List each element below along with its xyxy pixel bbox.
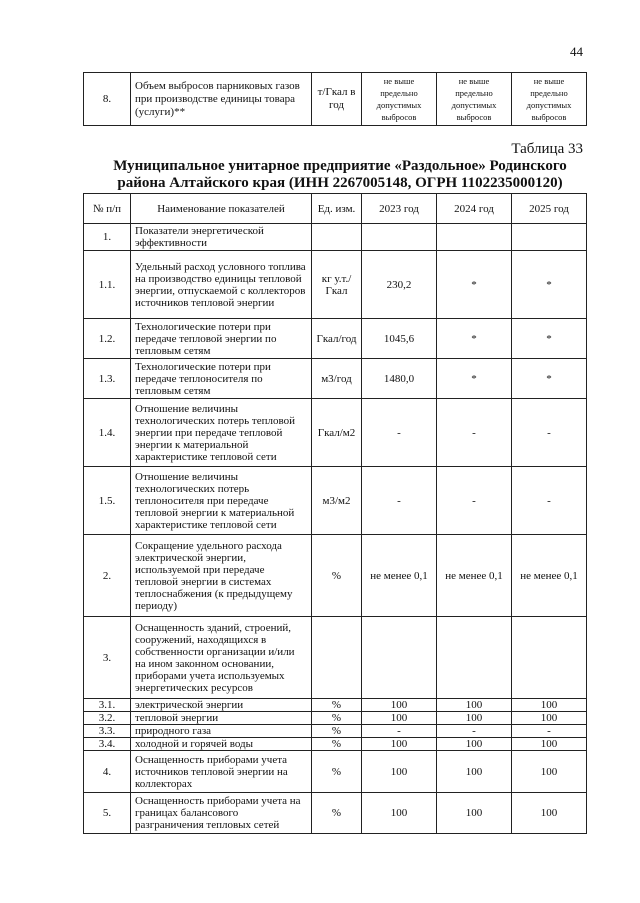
- value-2024: не менее 0,1: [437, 535, 512, 617]
- value-2023: 230,2: [362, 251, 437, 319]
- table-row: [84, 793, 587, 834]
- table-header-row: [84, 194, 587, 224]
- unit-cell: м3/м2: [312, 467, 362, 535]
- value-2025: [512, 617, 587, 699]
- indicator-name: Отношение величины технологических потерь тепловой энергии при передаче тепловой энергии к материальной характеристике тепловой сети: [131, 399, 312, 467]
- unit-cell: т/Гкал в год: [312, 73, 362, 126]
- indicator-name: Удельный расход условного топлива на производство единицы тепловой энергии, отпускаемой с коллекторов источников тепловой энергии: [131, 251, 312, 319]
- value-2025: 100: [512, 793, 587, 834]
- value-2023: 100: [362, 793, 437, 834]
- value-2023: -: [362, 467, 437, 535]
- table-row: [84, 399, 587, 467]
- value-2024: -: [437, 467, 512, 535]
- page-number: 44: [570, 44, 583, 59]
- indicator-name: электрической энергии: [131, 699, 312, 712]
- value-2025: *: [512, 319, 587, 359]
- table-caption: Таблица 33: [511, 141, 583, 157]
- value-2025: *: [512, 359, 587, 399]
- value-2023: 100: [362, 751, 437, 793]
- value-2024: 100: [437, 699, 512, 712]
- unit-cell: м3/год: [312, 359, 362, 399]
- row-number: 3.4.: [84, 738, 131, 751]
- unit-cell: кг у.т./Гкал: [312, 251, 362, 319]
- row-number: 1.2.: [84, 319, 131, 359]
- header-num: № п/п: [84, 194, 131, 224]
- indicator-name: Отношение величины технологических потерь теплоносителя при передаче тепловой энергии к материальной характеристике тепловой сети: [131, 467, 312, 535]
- row-number: 4.: [84, 751, 131, 793]
- unit-cell: Гкал/м2: [312, 399, 362, 467]
- indicator-name: Оснащенность приборами учета на границах балансового разграничения тепловых сетей: [131, 793, 312, 834]
- value-2025: *: [512, 251, 587, 319]
- value-2023: не менее 0,1: [362, 535, 437, 617]
- value-2023: 100: [362, 738, 437, 751]
- row-number: 5.: [84, 793, 131, 834]
- indicator-name: Оснащенность приборами учета источников тепловой энергии на коллекторах: [131, 751, 312, 793]
- value-2024: 100: [437, 712, 512, 725]
- row-number: 3.3.: [84, 725, 131, 738]
- unit-cell: Гкал/год: [312, 319, 362, 359]
- table-row: [84, 319, 587, 359]
- value-2025: 100: [512, 699, 587, 712]
- value-2023: -: [362, 399, 437, 467]
- table-row: [84, 699, 587, 712]
- value-2024: 100: [437, 751, 512, 793]
- value-2023: 100: [362, 699, 437, 712]
- unit-cell: %: [312, 738, 362, 751]
- value-2025: не менее 0,1: [512, 535, 587, 617]
- row-number: 3.: [84, 617, 131, 699]
- row-number: 1.5.: [84, 467, 131, 535]
- value-2024: *: [437, 359, 512, 399]
- table-row: [84, 738, 587, 751]
- unit-cell: %: [312, 751, 362, 793]
- value-2024: -: [437, 399, 512, 467]
- unit-cell: %: [312, 793, 362, 834]
- row-number: 1.4.: [84, 399, 131, 467]
- table-row: [84, 467, 587, 535]
- value-2024: *: [437, 319, 512, 359]
- table-row: [84, 73, 587, 126]
- table-row: [84, 535, 587, 617]
- row-number: 2.: [84, 535, 131, 617]
- table-row: [84, 251, 587, 319]
- header-unit: Ед. изм.: [312, 194, 362, 224]
- value-2025: -: [512, 467, 587, 535]
- value-2023: 1480,0: [362, 359, 437, 399]
- value-2024: [437, 224, 512, 251]
- indicators-table: [83, 193, 587, 834]
- table-row: [84, 725, 587, 738]
- indicator-name: Технологические потери при передаче теплоносителя по тепловым сетям: [131, 359, 312, 399]
- value-2025: 100: [512, 712, 587, 725]
- indicator-name: Сокращение удельного расхода электрической энергии, используемой при передаче тепловой энергии в системах теплоснабжения (к предыдущему периоду): [131, 535, 312, 617]
- value-2024: *: [437, 251, 512, 319]
- value-2025: [512, 224, 587, 251]
- value-2023: -: [362, 725, 437, 738]
- value-2023: [362, 224, 437, 251]
- unit-cell: %: [312, 712, 362, 725]
- row-number: 1.3.: [84, 359, 131, 399]
- value-2023: [362, 617, 437, 699]
- indicator-name: Технологические потери при передаче тепловой энергии по тепловым сетям: [131, 319, 312, 359]
- table-row: [84, 712, 587, 725]
- value-2025: 100: [512, 738, 587, 751]
- value-2025: не выше предельно допустимых выбросов: [512, 73, 587, 126]
- indicator-name: Объем выбросов парниковых газов при производстве единицы товара (услуги)**: [131, 73, 312, 126]
- table-row: [84, 617, 587, 699]
- indicator-name: Оснащенность зданий, строений, сооружений, находящихся в собственности организации и/или на ином законном основании, приборами учета используемых энергетических ресурсов: [131, 617, 312, 699]
- header-2023: 2023 год: [362, 194, 437, 224]
- value-2023: 1045,6: [362, 319, 437, 359]
- table-row: [84, 224, 587, 251]
- continuation-table: [83, 72, 587, 126]
- indicator-name: Показатели энергетической эффективности: [131, 224, 312, 251]
- indicator-name: природного газа: [131, 725, 312, 738]
- value-2025: -: [512, 725, 587, 738]
- row-number: 8.: [84, 73, 131, 126]
- value-2024: [437, 617, 512, 699]
- header-name: Наименование показателей: [131, 194, 312, 224]
- row-number: 1.: [84, 224, 131, 251]
- organization-title: Муниципальное унитарное предприятие «Раздольное» Родинского района Алтайского края (ИНН 2267005148, ОГРН 1102235000120): [113, 158, 567, 191]
- unit-cell: [312, 617, 362, 699]
- unit-cell: %: [312, 725, 362, 738]
- unit-cell: [312, 224, 362, 251]
- indicator-name: тепловой энергии: [131, 712, 312, 725]
- value-2024: -: [437, 725, 512, 738]
- row-number: 3.2.: [84, 712, 131, 725]
- row-number: 1.1.: [84, 251, 131, 319]
- unit-cell: %: [312, 535, 362, 617]
- value-2023: не выше предельно допустимых выбросов: [362, 73, 437, 126]
- value-2025: -: [512, 399, 587, 467]
- value-2024: 100: [437, 793, 512, 834]
- value-2024: не выше предельно допустимых выбросов: [437, 73, 512, 126]
- value-2024: 100: [437, 738, 512, 751]
- value-2025: 100: [512, 751, 587, 793]
- table-row: [84, 359, 587, 399]
- header-2024: 2024 год: [437, 194, 512, 224]
- value-2023: 100: [362, 712, 437, 725]
- header-2025: 2025 год: [512, 194, 587, 224]
- indicator-name: холодной и горячей воды: [131, 738, 312, 751]
- unit-cell: %: [312, 699, 362, 712]
- table-row: [84, 751, 587, 793]
- row-number: 3.1.: [84, 699, 131, 712]
